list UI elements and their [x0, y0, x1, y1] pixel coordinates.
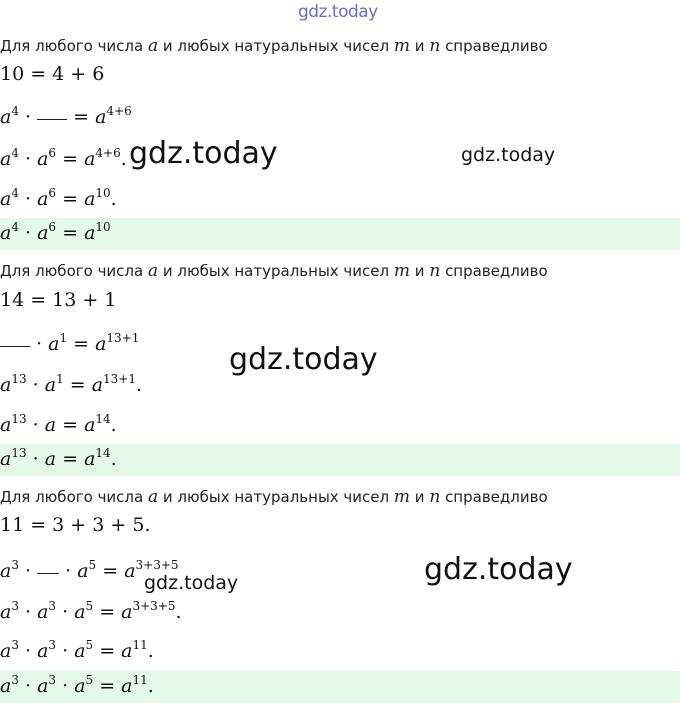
- step-3-2: $a^3 \cdot a^3 \cdot a^5 = a^{3+3+5}$.: [0, 599, 182, 623]
- watermark-4: gdz.today: [424, 552, 573, 587]
- step-3-3: $a^3 \cdot a^3 \cdot a^5 = a^{11}$.: [0, 638, 154, 662]
- step-1-2: $a^4 \cdot a^6 = a^{4+6}$.: [0, 146, 127, 170]
- answer-2: $a^{13} \cdot a = a^{14}$.: [0, 446, 117, 470]
- step-1-1: $a^4$ · = $a^{4+6}$: [0, 104, 132, 128]
- sum-3: 11 = 3 + 3 + 5.: [0, 514, 151, 536]
- step-1-3: $a^4 \cdot a^6 = a^{10}$.: [0, 186, 117, 210]
- watermark-1: gdz.today: [129, 136, 278, 171]
- sum-1: 10 = 4 + 6: [0, 63, 105, 85]
- watermark-top: gdz.today: [298, 2, 378, 22]
- answer-1: $a^4 \cdot a^6 = a^{10}$: [0, 220, 111, 244]
- answer-3: $a^3 \cdot a^3 \cdot a^5 = a^{11}$.: [0, 673, 154, 697]
- intro-line-3: Для любого числа a и любых натуральных чисел m и n справедливо: [0, 487, 548, 507]
- step-3-1: $a^3$ · · $a^5 = a^{3+3+5}$: [0, 558, 179, 582]
- intro-line-1: Для любого числа a и любых натуральных чисел m и n справедливо: [0, 36, 548, 56]
- step-2-3: $a^{13} \cdot a = a^{14}$.: [0, 412, 117, 436]
- watermark-3: gdz.today: [229, 342, 378, 377]
- watermark-2: gdz.today: [461, 144, 556, 166]
- intro-line-2: Для любого числа a и любых натуральных чисел m и n справедливо: [0, 261, 548, 281]
- watermark-5: gdz.today: [144, 572, 239, 594]
- step-2-1: · $a^1 = a^{13+1}$: [0, 333, 139, 355]
- sum-2: 14 = 13 + 1: [0, 289, 117, 311]
- step-2-2: $a^{13} \cdot a^1 = a^{13+1}$.: [0, 372, 143, 396]
